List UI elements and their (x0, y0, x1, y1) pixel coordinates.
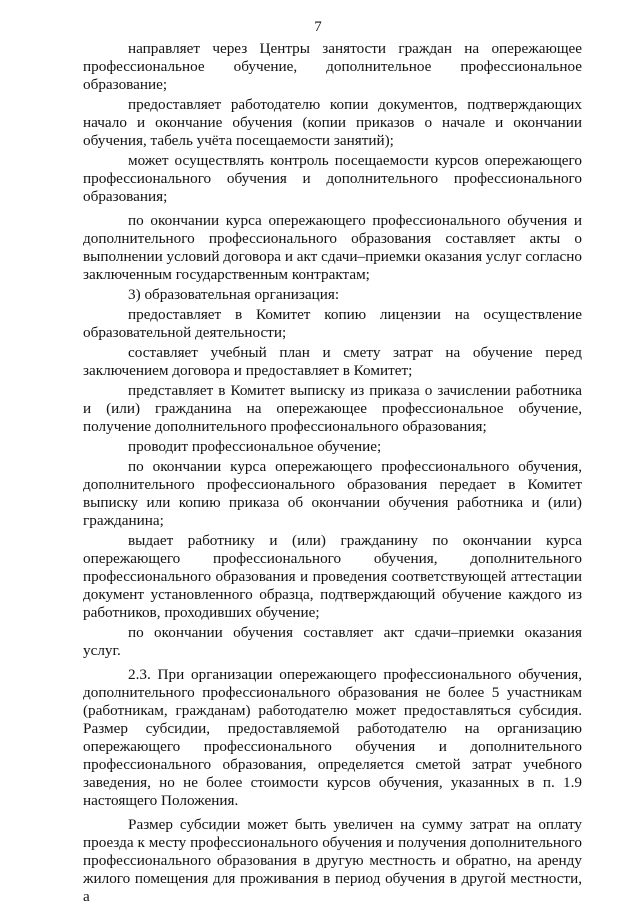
paragraph-14: Размер субсидии может быть увеличен на сумму затрат на оплату проезда к месту профессионального обучения и получения дополнительного профессионального образования в другую местность и обратно, на аренду жилого помещения для проживания в период обучения в другой местности, а (83, 816, 582, 905)
paragraph-9: проводит профессиональное обучение; (128, 438, 382, 455)
paragraph-13: 2.3. При организации опережающего профессионального обучения, дополнительного профессионального образования не более 5 участникам (работникам, гражданам) работодателю может предоставляться субсидия. Размер субсидии, предоставляемой работодателю на организацию опережающего профессионального обучения и дополнительного профессионального образования, определяется сметой затрат учебного заведения, но не более стоимости курсов обучения, указанных в п. 1.9 настоящего Положения. (83, 666, 582, 809)
paragraph-11: выдает работнику и (или) гражданину по окончании курса опережающего профессионального обучения, дополнительного профессионального образования и проведения соответствующей аттестации документ установленного образца, подтверждающий обучение каждого из работников, проходивших обучение; (83, 532, 582, 621)
paragraph-5: 3) образовательная организация: (128, 286, 340, 303)
paragraph-2: предоставляет работодателю копии документов, подтверждающих начало и окончание обучения (копии приказов о начале и окончании обучения, табель учёта посещаемости занятий); (83, 96, 582, 149)
paragraph-6: предоставляет в Комитет копию лицензии на осуществление образовательной деятельности; (83, 306, 582, 341)
paragraph-1: направляет через Центры занятости граждан на опережающее профессиональное обучение, дополнительное профессиональное образование; (83, 40, 582, 93)
paragraph-3: может осуществлять контроль посещаемости курсов опережающего профессионального обучения и дополнительного профессионального образования; (83, 152, 582, 205)
paragraph-8: представляет в Комитет выписку из приказа о зачислении работника и (или) гражданина на опережающее профессиональное обучение, получение дополнительного профессионального образования; (83, 382, 582, 435)
document-body (83, 40, 582, 906)
paragraph-7: составляет учебный план и смету затрат на обучение перед заключением договора и предоставляет в Комитет; (83, 344, 582, 379)
paragraph-12: по окончании обучения составляет акт сдачи–приемки оказания услуг. (83, 624, 582, 659)
paragraph-4: по окончании курса опережающего профессионального обучения и дополнительного профессионального образования составляет акты о выполнении условий договора и акт сдачи–приемки оказания услуг согласно заключенным государственным контрактам; (83, 212, 582, 283)
page-number: 7 (314, 19, 322, 35)
paragraph-10: по окончании курса опережающего профессионального обучения, дополнительного профессионального образования передает в Комитет выписку или копию приказа об окончании обучения работника и (или) гражданина; (83, 458, 582, 529)
